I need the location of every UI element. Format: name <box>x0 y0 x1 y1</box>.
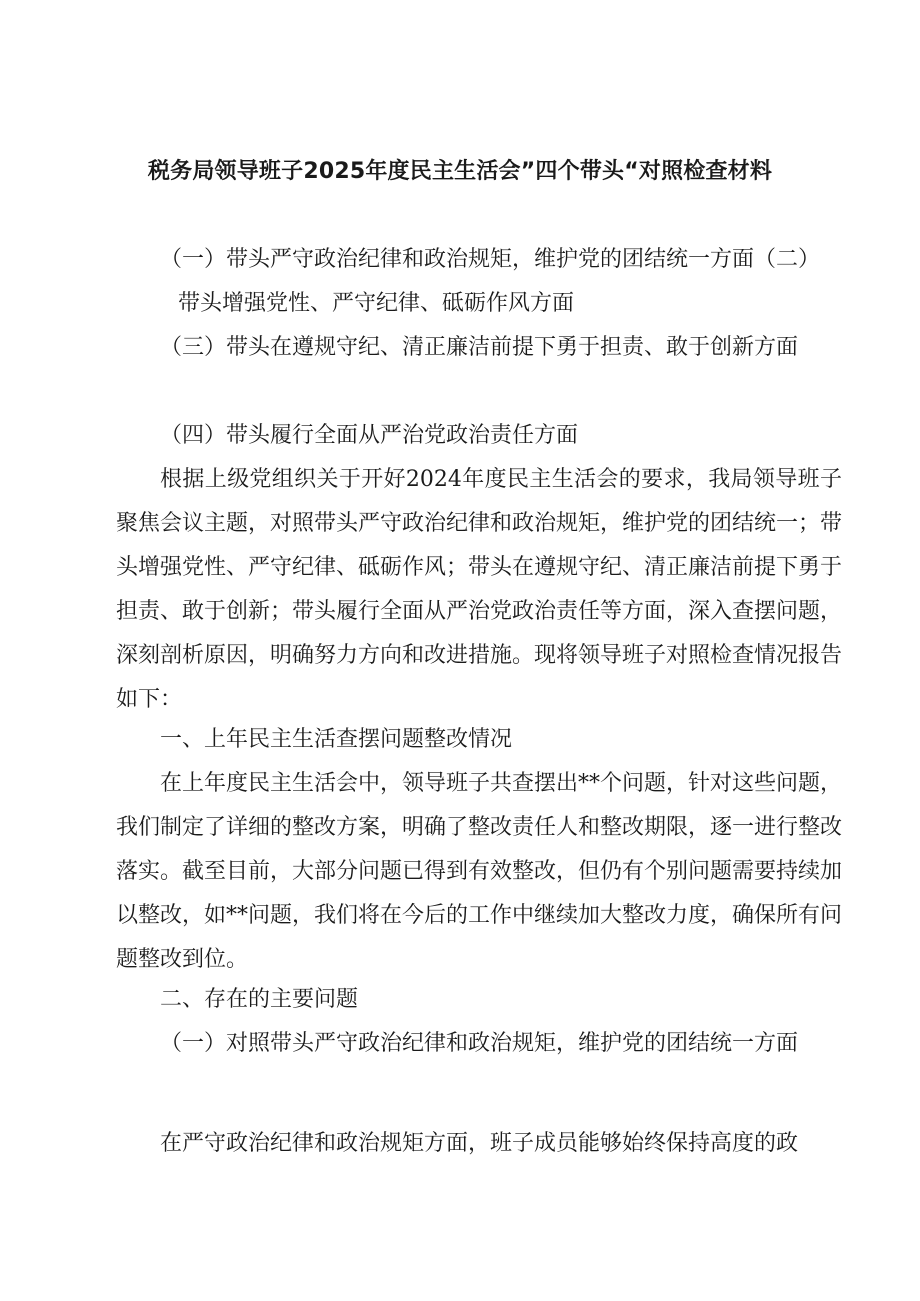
section-1-body: 在上年度民主生活会中，领导班子共查摆出**个问题，针对这些问题，我们制定了详细的整改方案，明确了整改责任人和整改期限，逐一进行整改落实。截至目前，大部分问题已得到有效整改，但仍有个别问题需要持续加以整改，如**问题，我们将在今后的工作中继续加大整改力度，确保所有问题整改到位。 <box>116 771 843 972</box>
section-2-subheading: （一）对照带头严守政治纪律和政治规矩，维护党的团结统一方面 <box>160 1031 799 1056</box>
section-2-heading: 二、存在的主要问题 <box>160 987 359 1012</box>
toc-item-2: 带头增强党性、严守纪律、砥砺作风方面 <box>178 291 575 316</box>
section-1-heading: 一、上年民主生活查摆问题整改情况 <box>160 727 513 752</box>
intro-paragraph: 根据上级党组织关于开好2024年度民主生活会的要求，我局领导班子聚焦会议主题，对照带头严守政治纪律和政治规矩，维护党的团结统一；带头增强党性、严守纪律、砥砺作风；带头在遵规守纪、清正廉洁前提下勇于担责、敢于创新；带头履行全面从严治党政治责任等方面，深入查摆问题，深刻剖析原因，明确努力方向和改进措施。现将领导班子对照检查情况报告如下： <box>116 467 843 712</box>
toc-item-1: （一）带头严守政治纪律和政治规矩，维护党的团结统一方面（二） <box>160 247 821 272</box>
document-title: 税务局领导班子2025年度民主生活会”四个带头“对照检查材料 <box>147 159 773 184</box>
toc-item-3: （三）带头在遵规守纪、清正廉洁前提下勇于担责、敢于创新方面 <box>160 335 799 360</box>
section-2-body: 在严守政治纪律和政治规矩方面，班子成员能够始终保持高度的政 <box>160 1131 799 1156</box>
toc-item-4: （四）带头履行全面从严治党政治责任方面 <box>160 423 579 448</box>
